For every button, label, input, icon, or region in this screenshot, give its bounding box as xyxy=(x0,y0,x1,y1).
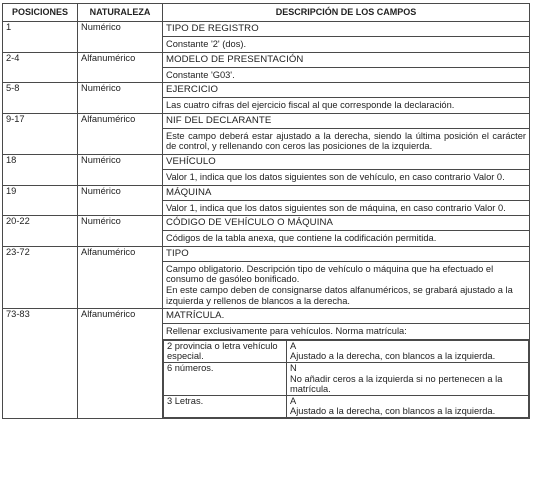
plate-rule-text: Ajustado a la derecha, con blancos a la izquierda. xyxy=(290,351,496,362)
position-cell: 5-8 xyxy=(3,83,78,114)
plate-rule-text: Ajustado a la derecha, con blancos a la izquierda. xyxy=(290,406,496,417)
field-name-cell: MATRÍCULA. xyxy=(163,309,530,324)
field-name-cell: NIF DEL DECLARANTE xyxy=(163,113,530,128)
position-cell: 23-72 xyxy=(3,246,78,308)
plate-format-row xyxy=(164,362,529,395)
nature-cell: Numérico xyxy=(78,185,163,216)
table-row xyxy=(3,22,530,37)
nature-cell: Numérico xyxy=(78,216,163,247)
table-row xyxy=(3,216,530,231)
nature-cell: Numérico xyxy=(78,83,163,114)
field-description-cell: Este campo deberá estar ajustado a la derecha, siendo la última posición el carácter de control, y rellenando con ceros las posiciones de la izquierda. xyxy=(163,128,530,154)
plate-part-cell: 2 provincia o letra vehículo especial. xyxy=(164,340,287,362)
field-description-cell: Constante 'G03'. xyxy=(163,67,530,83)
field-description-cell xyxy=(163,261,530,308)
plate-rule-text: No añadir ceros a la izquierda si no pertenecen a la matrícula. xyxy=(290,373,503,395)
field-description-cell: Valor 1, indica que los datos siguientes son de máquina, en caso contrario Valor 0. xyxy=(163,200,530,216)
field-description-cell: Valor 1, indica que los datos siguientes son de vehículo, en caso contrario Valor 0. xyxy=(163,169,530,185)
table-header-row xyxy=(3,4,530,22)
header-description: DESCRIPCIÓN DE LOS CAMPOS xyxy=(163,4,530,22)
field-name-cell: CÓDIGO DE VEHÍCULO O MÁQUINA xyxy=(163,216,530,231)
plate-format-row xyxy=(164,395,529,417)
nature-cell: Alfanumérico xyxy=(78,113,163,154)
plate-part-cell: 3 Letras. xyxy=(164,395,287,417)
field-description-text: En este campo deben de consignarse datos alfanuméricos, se grabará ajustado a la izquierda y rellenos de blancos a la derecha. xyxy=(166,284,513,306)
header-positions: POSICIONES xyxy=(3,4,78,22)
field-name-cell: TIPO xyxy=(163,246,530,261)
nature-cell: Alfanumérico xyxy=(78,52,163,83)
field-description-cell: Rellenar exclusivamente para vehículos. Norma matrícula: xyxy=(163,324,530,340)
plate-rule-code: A xyxy=(290,340,297,351)
table-row xyxy=(3,185,530,200)
plate-rule-code: A xyxy=(290,395,297,406)
nature-cell: Alfanumérico xyxy=(78,309,163,419)
table-row xyxy=(3,246,530,261)
nature-cell: Numérico xyxy=(78,22,163,53)
plate-part-cell: 6 números. xyxy=(164,362,287,395)
field-name-cell: MODELO DE PRESENTACIÓN xyxy=(163,52,530,67)
field-description-cell: Las cuatro cifras del ejercicio fiscal al que corresponde la declaración. xyxy=(163,98,530,114)
plate-rule-cell xyxy=(287,395,529,417)
table-row xyxy=(3,309,530,324)
position-cell: 20-22 xyxy=(3,216,78,247)
plate-rule-cell xyxy=(287,362,529,395)
position-cell: 19 xyxy=(3,185,78,216)
position-cell: 1 xyxy=(3,22,78,53)
plate-rule-cell xyxy=(287,340,529,362)
plate-format-table xyxy=(163,340,529,418)
plate-format-cell xyxy=(163,339,530,418)
table-row xyxy=(3,154,530,169)
field-description-cell: Constante '2' (dos). xyxy=(163,37,530,53)
field-name-cell: EJERCICIO xyxy=(163,83,530,98)
nature-cell: Alfanumérico xyxy=(78,246,163,308)
plate-rule-code: N xyxy=(290,362,297,373)
position-cell: 73-83 xyxy=(3,309,78,419)
table-row xyxy=(3,83,530,98)
field-name-cell: TIPO DE REGISTRO xyxy=(163,22,530,37)
field-description-text: Campo obligatorio. Descripción tipo de vehículo o máquina que ha efectuado el consumo de gasóleo bonificado. xyxy=(166,263,494,285)
field-description-cell: Códigos de la tabla anexa, que contiene la codificación permitida. xyxy=(163,231,530,247)
nature-cell: Numérico xyxy=(78,154,163,185)
field-spec-table xyxy=(2,3,530,419)
position-cell: 18 xyxy=(3,154,78,185)
plate-format-row xyxy=(164,340,529,362)
table-row xyxy=(3,52,530,67)
position-cell: 9-17 xyxy=(3,113,78,154)
field-name-cell: VEHÍCULO xyxy=(163,154,530,169)
position-cell: 2-4 xyxy=(3,52,78,83)
field-name-cell: MÁQUINA xyxy=(163,185,530,200)
table-row xyxy=(3,113,530,128)
header-nature: NATURALEZA xyxy=(78,4,163,22)
